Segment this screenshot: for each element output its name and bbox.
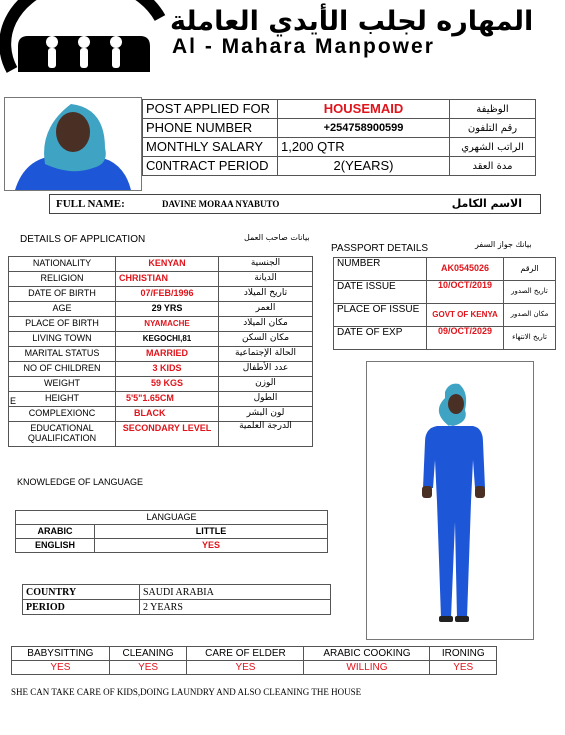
age-label: AGE [9, 302, 116, 317]
table-row [12, 661, 497, 675]
religion-value: CHRISTIAN [116, 272, 219, 287]
period-label: PERIOD [23, 600, 140, 615]
table-row [143, 157, 536, 176]
post-value: HOUSEMAID [278, 100, 450, 119]
pob-ar: مكان الميلاد [219, 317, 313, 332]
nationality-ar: الجنسية [219, 257, 313, 272]
contract-value: 2(YEARS) [278, 157, 450, 176]
applicant-full-body-photo [366, 361, 534, 640]
pob-value: NYAMACHE [116, 317, 219, 332]
table-row [23, 600, 331, 615]
skill-name: ARABIC COOKING [304, 647, 430, 661]
language-table-title: LANGUAGE [16, 511, 328, 525]
table-row [9, 332, 313, 347]
language-table [15, 510, 328, 553]
passport-number-value: AK0545026 [427, 258, 504, 281]
language-name: ENGLISH [16, 539, 95, 553]
details-table [8, 256, 313, 447]
logo-arabic-text: المهاره لجلب الأيدي العاملة [170, 6, 534, 37]
dob-ar: تاريخ الميلاد [219, 287, 313, 302]
skill-value: YES [430, 661, 497, 675]
table-row [16, 511, 328, 525]
complexion-ar: لون البشر [219, 407, 313, 422]
table-row [334, 327, 556, 350]
table-row [9, 407, 313, 422]
issue-date-value: 10/OCT/2019 [427, 281, 504, 304]
phone-label: PHONE NUMBER [143, 119, 278, 138]
nationality-label: NATIONALITY [9, 257, 116, 272]
table-row [12, 647, 497, 661]
skill-name: CLEANING [109, 647, 187, 661]
height-value: 5'5"1.65CM [116, 392, 219, 407]
salary-value: 1,200 QTR [278, 138, 450, 157]
table-row [9, 347, 313, 362]
table-row [9, 317, 313, 332]
stray-mark: E [10, 396, 17, 406]
nationality-value: KENYAN [116, 257, 219, 272]
table-row [16, 525, 328, 539]
details-heading-ar: بيانات صاحب العمل [244, 233, 310, 242]
details-heading: DETAILS OF APPLICATION [20, 234, 146, 245]
table-row [16, 539, 328, 553]
salary-label: MONTHLY SALARY [143, 138, 278, 157]
table-row [9, 392, 313, 407]
age-ar: العمر [219, 302, 313, 317]
religion-label: RELIGION [9, 272, 116, 287]
phone-label-ar: رقم التلفون [450, 119, 536, 138]
experience-table [22, 584, 331, 615]
table-row [23, 585, 331, 600]
weight-label: WEIGHT [9, 377, 116, 392]
religion-ar: الديانة [219, 272, 313, 287]
dob-label: DATE OF BIRTH [9, 287, 116, 302]
table-row [334, 258, 556, 281]
applicant-headshot [4, 97, 142, 191]
passport-heading-ar: بيانك جواز السفر [475, 240, 532, 249]
marital-value: MARRIED [116, 347, 219, 362]
education-value: SECONDARY LEVEL [116, 422, 219, 447]
expiry-label: DATE OF EXP [334, 327, 427, 350]
children-value: 3 KIDS [116, 362, 219, 377]
table-row [9, 272, 313, 287]
post-info-table [142, 99, 536, 176]
skill-value: YES [187, 661, 304, 675]
issue-place-ar: مكان الصدور [504, 304, 556, 327]
complexion-value: BLACK [116, 407, 219, 422]
living-town-label: LIVING TOWN [9, 332, 116, 347]
table-row [143, 138, 536, 157]
passport-heading: PASSPORT DETAILS [331, 243, 429, 254]
country-label: COUNTRY [23, 585, 140, 600]
living-town-ar: مكان السكن [219, 332, 313, 347]
skill-value: YES [12, 661, 110, 675]
passport-table [333, 257, 556, 350]
table-row [9, 362, 313, 377]
skill-name: BABYSITTING [12, 647, 110, 661]
education-label: EDUCATIONAL QUALIFICATION [9, 422, 116, 447]
table-row [9, 422, 313, 447]
table-row [9, 287, 313, 302]
passport-number-label: NUMBER [334, 258, 427, 281]
pob-label: PLACE OF BIRTH [9, 317, 116, 332]
language-level: LITTLE [95, 525, 328, 539]
dob-value: 07/FEB/1996 [116, 287, 219, 302]
children-label: NO OF CHILDREN [9, 362, 116, 377]
full-name-bar [49, 194, 541, 214]
complexion-label: COMPLEXIONC [9, 407, 116, 422]
language-level: YES [95, 539, 328, 553]
table-row [9, 377, 313, 392]
table-row [143, 119, 536, 138]
issue-date-ar: تاريخ الصدور [504, 281, 556, 304]
height-ar: الطول [219, 392, 313, 407]
issue-place-value: GOVT OF KENYA [427, 304, 504, 327]
skills-table [11, 646, 497, 675]
skill-name: CARE OF ELDER [187, 647, 304, 661]
footer-note: SHE CAN TAKE CARE OF KIDS,DOING LAUNDRY AND ALSO CLEANING THE HOUSE [11, 687, 362, 697]
skill-value: WILLING [304, 661, 430, 675]
height-label: HEIGHT [9, 392, 116, 407]
logo-english-text: Al - Mahara Manpower [172, 35, 435, 58]
phone-value: +254758900599 [278, 119, 450, 138]
table-row [9, 302, 313, 317]
skill-name: IRONING [430, 647, 497, 661]
marital-label: MARITAL STATUS [9, 347, 116, 362]
table-row [9, 257, 313, 272]
full-name-value: DAVINE MORAA NYABUTO [162, 199, 280, 209]
full-name-label-ar: الاسم الكامل [451, 197, 522, 210]
expiry-ar: تاريخ الانتهاء [504, 327, 556, 350]
children-ar: عدد الأطفال [219, 362, 313, 377]
education-ar: الدرجة العلمية [219, 422, 313, 447]
table-row [334, 281, 556, 304]
issue-place-label: PLACE OF ISSUE [334, 304, 427, 327]
language-heading: KNOWLEDGE OF LANGUAGE [17, 477, 144, 487]
contract-label: C0NTRACT PERIOD [143, 157, 278, 176]
language-name: ARABIC [16, 525, 95, 539]
table-row [334, 304, 556, 327]
skill-value: YES [109, 661, 187, 675]
passport-number-ar: الرقم [504, 258, 556, 281]
contract-label-ar: مدة العقد [450, 157, 536, 176]
period-value: 2 YEARS [140, 600, 331, 615]
company-logo [0, 0, 175, 80]
full-name-label: FULL NAME: [56, 198, 125, 210]
age-value: 29 YRS [116, 302, 219, 317]
country-value: SAUDI ARABIA [140, 585, 331, 600]
issue-date-label: DATE ISSUE [334, 281, 427, 304]
marital-ar: الحالة الإجتماعية [219, 347, 313, 362]
table-row [143, 100, 536, 119]
salary-label-ar: الراتب الشهري [450, 138, 536, 157]
post-label-ar: الوظيفة [450, 100, 536, 119]
post-label: POST APPLIED FOR [143, 100, 278, 119]
expiry-value: 09/OCT/2029 [427, 327, 504, 350]
weight-value: 59 KGS [116, 377, 219, 392]
living-town-value: KEGOCHI,81 [116, 332, 219, 347]
weight-ar: الوزن [219, 377, 313, 392]
